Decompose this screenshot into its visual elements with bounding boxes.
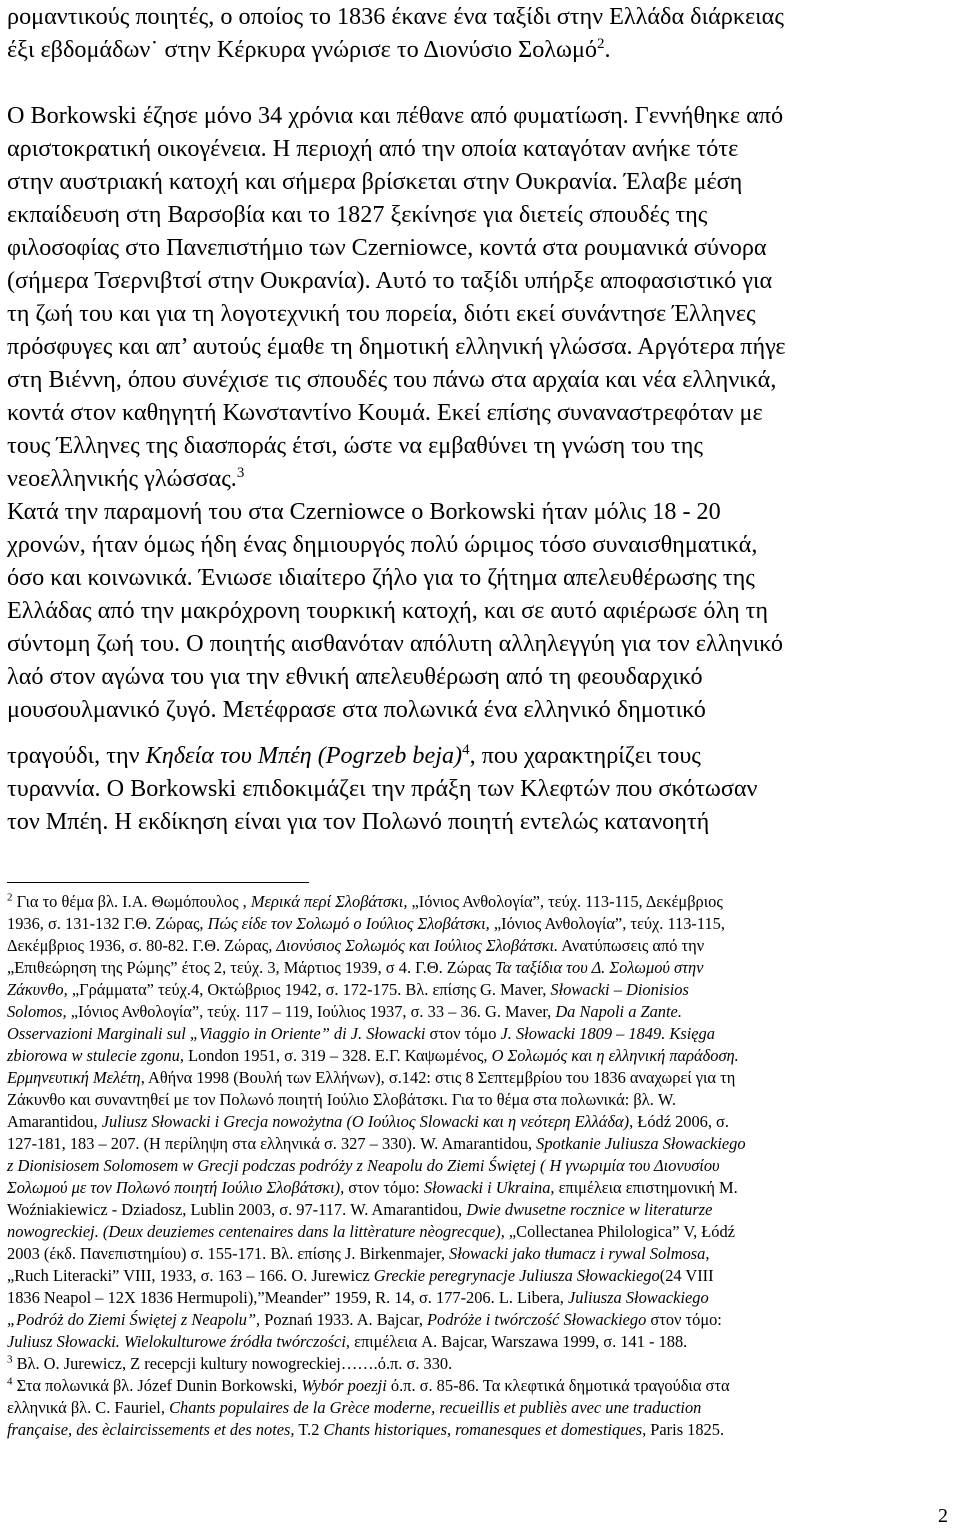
body-line: χρονών, ήταν όμως ήδη ένας δημιουργός πολύ ώριμος τόσο συναισθηματικά, [7, 531, 758, 558]
footnote-line: nowogreckiej. (Deux deuziemes centenaires dans la littèrature nèogrecque), „Collectanea Philologica” V, Łódź [7, 1222, 735, 1241]
body-line: τη ζωή του και για τη λογοτεχνική του πορεία, διότι εκεί συνάντησε Έλληνες [7, 300, 756, 327]
footnote-line: Juliusz Słowacki. Wielokulturowe źródła twórczości, επιμέλεια A. Bajcar, Warszawa 1999, σ. 141 - 188. [7, 1332, 688, 1351]
footnote-line: „Ruch Literacki” VIII, 1933, σ. 163 – 166. O. Jurewicz Greckie peregrynacje Juliusza Słowackiego(24 VIII [7, 1266, 714, 1285]
footnote-line: „Podróż do Ziemi Świętej z Neapolu”, Poznań 1933. A. Bajcar, Podróże i twórczość Słowackiego στον τόμο: [7, 1310, 722, 1329]
footnote-ref-3[interactable]: 3 [236, 464, 245, 481]
footnote-line: française, des èclaircissements et des notes, T.2 Chants historiques, romanesques et domestiques, Paris 1825. [7, 1420, 725, 1439]
body-line: στην αυστριακή κατοχή και σήμερα βρίσκεται στην Ουκρανία. Έλαβε μέση [7, 168, 743, 195]
body-line: Ο Borkowski έζησε μόνο 34 χρόνια και πέθανε από φυματίωση. Γεννήθηκε από [7, 102, 784, 129]
body-line: αριστοκρατική οικογένεια. Η περιοχή από την οποία καταγόταν ανήκε τότε [7, 135, 739, 162]
body-line: (σήμερα Τσερνιβτσί στην Ουκρανία). Αυτό το ταξίδι υπήρξε αποφασιστικό για [7, 267, 773, 294]
page-number: 2 [938, 1505, 948, 1527]
body-line: τον Μπέη. Η εκδίκηση είναι για τον Πολωνό ποιητή εντελώς κατανοητή [7, 808, 710, 835]
footnote-line: Solomos, „Ιόνιος Ανθολογία”, τεύχ. 117 – 119, Ιούλιος 1937, σ. 33 – 36. G. Maver, Da Napoli a Zante. [7, 1002, 682, 1021]
footnote-line: $^4$ Στα πολωνικά βλ. Józef Dunin Borkowski, Wybór poezji ό.π. σ. 85-86. Τα κλεφτικά δημοτικά τραγούδια στα [7, 1375, 730, 1395]
body-line: κοντά στον καθηγητή Κωνσταντίνο Κουμά. Εκεί επίσης συναναστρεφόταν με [7, 399, 763, 426]
footnote-line: Woźniakiewicz - Dziadosz, Lublin 2003, σ. 97-117. W. Amarantidou, Dwie dwusetne rocznice w literaturze [7, 1200, 713, 1219]
body-line: νεοελληνικής γλώσσας.$^3$ [7, 464, 245, 492]
footnote-line: Osservazioni Marginali sul „Viaggio in Oriente” di J. Słowacki στον τόμο J. Słowacki 1809 – 1849. Księga [7, 1024, 715, 1043]
footnote-ref-4[interactable]: 4 [462, 741, 470, 758]
footnote-line: Amarantidou, Juliusz Słowacki i Grecja nowożytna (Ο Ιούλιος Slowacki και η νεότερη Ελλάδα), Łódź 2006, σ. [7, 1112, 729, 1131]
footnote-line: zbiorowa w stulecie zgonu, London 1951, σ. 319 – 328. Ε.Γ. Καψωμένος, Ο Σολωμός και η ελληνική παράδοση. [7, 1046, 739, 1065]
footnote-line: 1836 Neapol – 12X 1836 Hermupoli),”Meander” 1959, R. 14, σ. 177-206. L. Libera, Juliusza Słowackiego [7, 1288, 709, 1307]
body-line: φιλοσοφίας στο Πανεπιστήμιο των Czerniowce, κοντά στα ρουμανικά σύνορα [7, 234, 767, 261]
body-line: εκπαίδευση στη Βαρσοβία και το 1827 ξεκίνησε για διετείς σπουδές της [7, 201, 708, 228]
footnote-line: z Dionisiosem Solomosem w Grecji podczas podróży z Neapolu do Ziemi Świętej ( Η γνωριμία του Διονυσίου [7, 1156, 720, 1175]
footnote-separator [7, 882, 309, 883]
footnote-line: Σολωμού με τον Πολωνό ποιητή Ιούλιο Σλοβάτσκι), στον τόμο: Słowacki i Ukraina, επιμέλεια επιστημονική M. [7, 1178, 738, 1197]
footnote-line: 127-181, 183 – 207. (Η περίληψη στα ελληνικά σ. 327 – 330). W. Amarantidou, Spotkanie Juliusza Słowackiego [7, 1134, 746, 1153]
footnote-line: ελληνικά βλ. C. Fauriel, Chants populaires de la Grèce moderne, recueillis et publiès avec une traduction [7, 1398, 702, 1417]
footnote-line: Ερμηνευτική Μελέτη, Αθήνα 1998 (Βουλή των Ελλήνων), σ.142: στις 8 Σεπτεμβρίου του 1836 αναχωρεί για τη [7, 1068, 736, 1087]
song-title: Κηδεία του Μπέη (Pogrzeb beja) [145, 742, 463, 769]
body-line: πρόσφυγες και απ’ αυτούς έμαθε τη δημοτική ελληνική γλώσσα. Αργότερα πήγε [7, 333, 786, 360]
footnote-line: Ζάκυνθο, „Γράμματα” τεύχ.4, Οκτώβριος 1942, σ. 172-175. Βλ. επίσης G. Maver, Słowacki – Dionisios [7, 980, 689, 999]
body-line: τους Έλληνες της διασποράς έτσι, ώστε να εμβαθύνει τη γνώση του της [7, 432, 703, 459]
body-line: τραγούδι, την Κηδεία του Μπέη (Pogrzeb beja)$^4$, που χαρακτηρίζει τους [7, 741, 701, 769]
footnote-line: $^3$ Βλ. O. Jurewicz, Z recepcji kultury nowogreckiej…….ό.π. σ. 330. [7, 1353, 453, 1373]
body-line: όσο και κοινωνικά. Ένιωσε ιδιαίτερο ζήλο για το ζήτημα απελευθέρωσης της [7, 564, 755, 591]
footnote-line: 2003 (έκδ. Πανεπιστημίου) σ. 155-171. Βλ. επίσης J. Birkenmajer, Słowacki jako tłumacz i rywal Solmosa, [7, 1244, 710, 1263]
body-line: Κατά την παραμονή του στα Czerniowce ο Borkowski ήταν μόλις 18 - 20 [7, 498, 721, 525]
body-line: λαό στον αγώνα του για την εθνική απελευθέρωση από τη φεουδαρχικό [7, 663, 703, 690]
footnote-ref-2[interactable]: 2 [597, 35, 605, 52]
footnote-line: Δεκέμβριος 1936, σ. 80-82. Γ.Θ. Ζώρας, Διονύσιος Σολωμός και Ιούλιος Σλοβάτσκι. Ανατύπωσεις από την [7, 936, 705, 955]
body-line: μουσουλμανικό ζυγό. Μετέφρασε στα πολωνικά ένα ελληνικό δημοτικό [7, 696, 706, 723]
body-line: τυραννία. Ο Borkowski επιδοκιμάζει την πράξη των Κλεφτών που σκότωσαν [7, 775, 758, 802]
footnote-line: Ζάκυνθο και συναντηθεί με τον Πολωνό ποιητή Ιούλιο Σλοβάτσκι. Για το θέμα στα πολωνικά: βλ. W. [7, 1090, 676, 1109]
body-line: Ελλάδας από την μακρόχρονη τουρκική κατοχή, και σε αυτό αφιέρωσε όλη τη [7, 597, 769, 624]
body-line: ρομαντικούς ποιητές, ο οποίος το 1836 έκανε ένα ταξίδι στην Ελλάδα διάρκειας [7, 3, 784, 30]
body-line: στη Βιέννη, όπου συνέχισε τις σπουδές του πάνω στα αρχαία και νέα ελληνικά, [7, 366, 777, 393]
footnote-line: $^2$ Για το θέμα βλ. Ι.Α. Θωμόπουλος , Μερικά περί Σλοβάτσκι, „Ιόνιος Ανθολογία”, τεύχ. 113-115, Δεκέμβριος [7, 891, 723, 911]
body-line: έξι εβδομάδων˙ στην Κέρκυρα γνώρισε το Διονύσιο Σολωμό$^2$. [7, 35, 611, 63]
body-line: σύντομη ζωή του. Ο ποιητής αισθανόταν απόλυτη αλληλεγγύη για τον ελληνικό [7, 630, 784, 657]
footnote-line: „Επιθεώρηση της Ρώμης” έτος 2, τεύχ. 3, Μάρτιος 1939, σ 4. Γ.Θ. Ζώρας Τα ταξίδια του Δ. Σολωμού στην [7, 958, 704, 977]
footnote-line: 1936, σ. 131-132 Γ.Θ. Ζώρας, Πώς είδε τον Σολωμό ο Ιούλιος Σλοβάτσκι, „Ιόνιος Ανθολογία”, τεύχ. 113-115, [7, 914, 725, 933]
